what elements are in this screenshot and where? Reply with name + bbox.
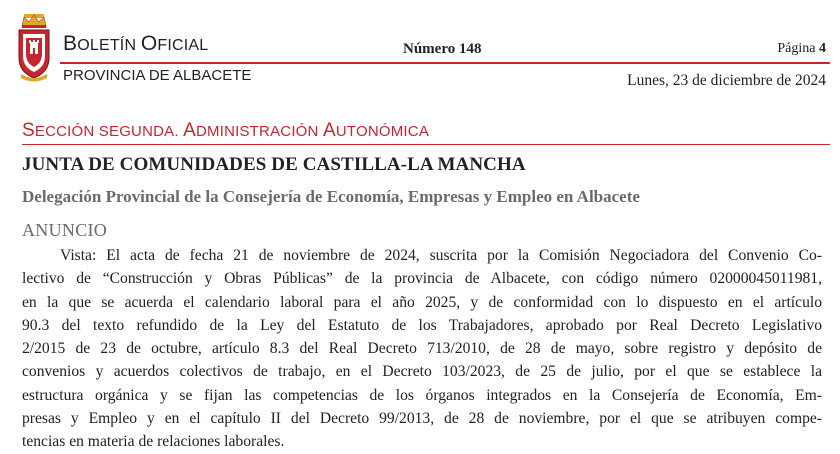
body-line: tencias en materia de relaciones laborales. bbox=[22, 433, 285, 451]
albacete-crest-logo bbox=[15, 12, 53, 84]
publication-date: Lunes, 23 de diciembre de 2024 bbox=[627, 72, 826, 89]
body-line: convenios y acuerdos colectivos de trabajo, en el Decreto 103/2023, de 25 de julio, por el que se establece la bbox=[22, 363, 822, 381]
organization-heading: JUNTA DE COMUNIDADES DE CASTILLA-LA MANCHA bbox=[22, 154, 526, 175]
header-divider bbox=[60, 62, 830, 64]
body-line: lectivo de “Construcción y Obras Públicas” de la provincia de Albacete, con código número 02000045011981, bbox=[22, 270, 822, 288]
section-heading: SECCIÓN SEGUNDA. ADMINISTRACIÓN AUTONÓMICA bbox=[22, 120, 430, 141]
body-line: en la que se acuerda el calendario laboral para el año 2025, y de conformidad con lo dispuesto en el artículo bbox=[22, 293, 822, 311]
notice-type-heading: ANUNCIO bbox=[22, 220, 108, 240]
body-line: 90.3 del texto refundido de la Ley del Estatuto de los Trabajadores, aprobado por Real Decreto Legislativo bbox=[22, 316, 822, 334]
body-line: Vista: El acta de fecha 21 de noviembre de 2024, suscrita por la Comisión Negociadora del Convenio Co- bbox=[60, 247, 822, 264]
notice-body bbox=[22, 244, 822, 454]
body-line: estructura orgánica y se fijan las competencias de los órganos integrados en la Consejería de Economía, Em- bbox=[22, 386, 822, 404]
department-heading: Delegación Provincial de la Consejería de Economía, Empresas y Empleo en Albacete bbox=[22, 187, 640, 206]
province-name: PROVINCIA DE ALBACETE bbox=[63, 67, 252, 84]
page-number: Página 4 bbox=[777, 41, 826, 56]
issue-number: Número 148 bbox=[403, 41, 482, 57]
section-divider bbox=[22, 144, 830, 145]
body-line: 2/2015 de 23 de octubre, artículo 8.3 del Real Decreto 713/2010, de 28 de mayo, sobre registro y depósito de bbox=[22, 340, 822, 358]
bulletin-title: BOLETÍN OFICIAL bbox=[63, 32, 209, 55]
body-line: presas y Empleo y en el capítulo II del Decreto 99/2013, de 28 de noviembre, por el que se atribuyen compe- bbox=[22, 410, 822, 428]
